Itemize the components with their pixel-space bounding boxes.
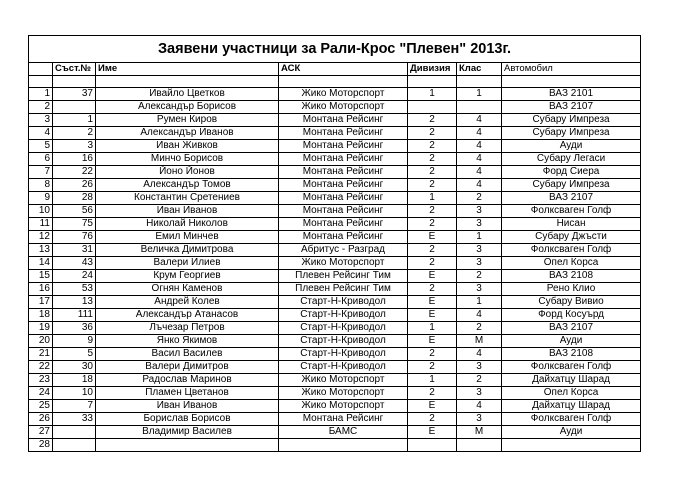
club-cell[interactable]: Старт-Н-Криводол [279,322,408,335]
start-number-cell[interactable]: 43 [53,257,96,270]
class-cell[interactable]: 3 [457,218,502,231]
blank-cell[interactable] [29,76,53,88]
table-row [29,400,641,413]
car-cell[interactable]: ВАЗ 2107 [502,322,641,335]
car-cell[interactable]: Опел Корса [502,257,641,270]
class-cell[interactable]: 3 [457,361,502,374]
car-cell[interactable]: Опел Корса [502,387,641,400]
name-cell[interactable]: Иван Иванов [96,205,279,218]
class-cell[interactable]: 1 [457,296,502,309]
start-number-cell[interactable]: 16 [53,153,96,166]
car-cell[interactable]: Субару Импреза [502,127,641,140]
row-number[interactable]: 5 [29,140,53,153]
division-cell[interactable]: E [408,426,457,439]
row-number[interactable]: 18 [29,309,53,322]
start-number-cell[interactable]: 5 [53,348,96,361]
car-cell[interactable]: ВАЗ 2107 [502,101,641,114]
club-cell[interactable]: Монтана Рейсинг [279,179,408,192]
header-class[interactable]: Клас [457,63,502,76]
row-number[interactable]: 21 [29,348,53,361]
club-cell[interactable]: Монтана Рейсинг [279,166,408,179]
division-cell[interactable]: 2 [408,205,457,218]
class-cell[interactable]: 3 [457,205,502,218]
blank-cell[interactable] [53,76,96,88]
header-car[interactable]: Автомобил [502,63,641,76]
club-cell[interactable]: Монтана Рейсинг [279,153,408,166]
class-cell[interactable]: 2 [457,322,502,335]
row-number[interactable]: 1 [29,88,53,101]
row-number[interactable]: 8 [29,179,53,192]
class-cell[interactable]: M [457,426,502,439]
club-cell[interactable]: Старт-Н-Криводол [279,348,408,361]
car-cell[interactable]: Фолксваген Голф [502,361,641,374]
table-row [29,153,641,166]
name-cell[interactable]: Николай Николов [96,218,279,231]
class-cell[interactable]: 4 [457,348,502,361]
division-cell[interactable]: 2 [408,361,457,374]
name-cell[interactable]: Минчо Борисов [96,153,279,166]
row-number[interactable]: 27 [29,426,53,439]
table-row [29,218,641,231]
name-cell[interactable]: Александър Томов [96,179,279,192]
class-cell[interactable]: 3 [457,387,502,400]
club-cell[interactable]: Старт-Н-Криводол [279,335,408,348]
blank-cell[interactable] [279,76,408,88]
table-row [29,348,641,361]
page-title[interactable]: Заявени участници за Рали-Крос "Плевен" 2013г. [29,36,641,63]
club-cell[interactable]: Монтана Рейсинг [279,218,408,231]
table-row [29,205,641,218]
table-row [29,127,641,140]
car-cell[interactable]: Фолксваген Голф [502,244,641,257]
start-number-cell[interactable] [53,439,96,452]
division-cell[interactable]: 2 [408,413,457,426]
table-row [29,387,641,400]
start-number-cell[interactable]: 53 [53,283,96,296]
table-row [29,179,641,192]
car-cell[interactable] [502,439,641,452]
club-cell[interactable] [279,439,408,452]
club-cell[interactable]: Плевен Рейсинг Тим [279,270,408,283]
class-cell[interactable]: 3 [457,257,502,270]
row-number[interactable]: 20 [29,335,53,348]
car-cell[interactable]: Субару Импреза [502,179,641,192]
row-number[interactable]: 17 [29,296,53,309]
row-number[interactable]: 28 [29,439,53,452]
table-row [29,296,641,309]
start-number-cell[interactable]: 1 [53,114,96,127]
division-cell[interactable]: 2 [408,127,457,140]
car-cell[interactable]: ВАЗ 2108 [502,270,641,283]
name-cell[interactable]: Андрей Колев [96,296,279,309]
name-cell[interactable] [96,439,279,452]
club-cell[interactable]: Жико Моторспорт [279,101,408,114]
class-cell[interactable]: 4 [457,153,502,166]
car-cell[interactable]: Фолксваген Голф [502,413,641,426]
name-cell[interactable]: Константин Сретениев [96,192,279,205]
name-cell[interactable]: Янко Якимов [96,335,279,348]
table-row [29,270,641,283]
class-cell[interactable]: M [457,335,502,348]
blank-cell[interactable] [408,76,457,88]
division-cell[interactable] [408,439,457,452]
car-cell[interactable]: Ауди [502,140,641,153]
class-cell[interactable]: 1 [457,231,502,244]
table-row [29,244,641,257]
start-number-cell[interactable]: 76 [53,231,96,244]
row-number[interactable]: 23 [29,374,53,387]
car-cell[interactable]: Дайхатцу Шарад [502,400,641,413]
header-name[interactable]: Име [96,63,279,76]
class-cell[interactable]: 3 [457,283,502,296]
table-row [29,309,641,322]
division-cell[interactable]: 1 [408,322,457,335]
division-cell[interactable]: 2 [408,218,457,231]
division-cell[interactable]: 2 [408,140,457,153]
table-row [29,413,641,426]
name-cell[interactable]: Емил Минчев [96,231,279,244]
class-cell[interactable] [457,439,502,452]
class-cell[interactable] [457,101,502,114]
club-cell[interactable]: Монтана Рейсинг [279,231,408,244]
club-cell[interactable]: Жико Моторспорт [279,400,408,413]
club-cell[interactable]: Жико Моторспорт [279,387,408,400]
participants-table [28,35,641,452]
division-cell[interactable]: 1 [408,192,457,205]
name-cell[interactable]: Александър Борисов [96,101,279,114]
club-cell[interactable]: Монтана Рейсинг [279,205,408,218]
table-row [29,192,641,205]
row-number[interactable]: 22 [29,361,53,374]
row-number[interactable]: 14 [29,257,53,270]
row-number[interactable]: 12 [29,231,53,244]
club-cell[interactable]: Плевен Рейсинг Тим [279,283,408,296]
start-number-cell[interactable] [53,426,96,439]
division-cell[interactable]: E [408,309,457,322]
start-number-cell[interactable]: 10 [53,387,96,400]
start-number-cell[interactable]: 31 [53,244,96,257]
name-cell[interactable]: Пламен Цветанов [96,387,279,400]
club-cell[interactable]: Монтана Рейсинг [279,127,408,140]
class-cell[interactable]: 4 [457,309,502,322]
car-cell[interactable]: Дайхатцу Шарад [502,374,641,387]
car-cell[interactable]: Нисан [502,218,641,231]
class-cell[interactable]: 2 [457,192,502,205]
blank-row [29,76,641,88]
car-cell[interactable]: Субару Легаси [502,153,641,166]
row-number[interactable]: 4 [29,127,53,140]
row-number[interactable]: 9 [29,192,53,205]
club-cell[interactable]: Монтана Рейсинг [279,140,408,153]
name-cell[interactable]: Валери Димитров [96,361,279,374]
division-cell[interactable]: 2 [408,257,457,270]
club-cell[interactable]: Монтана Рейсинг [279,114,408,127]
start-number-cell[interactable]: 3 [53,140,96,153]
club-cell[interactable]: Старт-Н-Криводол [279,309,408,322]
row-number[interactable]: 10 [29,205,53,218]
row-number[interactable]: 25 [29,400,53,413]
name-cell[interactable]: Величка Димитрова [96,244,279,257]
name-cell[interactable]: Огнян Каменов [96,283,279,296]
start-number-cell[interactable]: 37 [53,88,96,101]
class-cell[interactable]: 4 [457,127,502,140]
spreadsheet [28,35,640,452]
header-row [29,63,641,76]
club-cell[interactable]: Жико Моторспорт [279,257,408,270]
start-number-cell[interactable]: 18 [53,374,96,387]
class-cell[interactable]: 4 [457,400,502,413]
table-row [29,88,641,101]
car-cell[interactable]: Субару Импреза [502,114,641,127]
row-number[interactable]: 24 [29,387,53,400]
class-cell[interactable]: 4 [457,166,502,179]
table-row [29,140,641,153]
table-row [29,283,641,296]
division-cell[interactable]: 2 [408,387,457,400]
start-number-cell[interactable]: 28 [53,192,96,205]
start-number-cell[interactable]: 111 [53,309,96,322]
division-cell[interactable]: E [408,296,457,309]
name-cell[interactable]: Борислав Борисов [96,413,279,426]
class-cell[interactable]: 1 [457,88,502,101]
division-cell[interactable]: E [408,400,457,413]
header-no[interactable] [29,63,53,76]
car-cell[interactable]: Форд Косуърд [502,309,641,322]
name-cell[interactable]: Лъчезар Петров [96,322,279,335]
class-cell[interactable]: 3 [457,413,502,426]
start-number-cell[interactable]: 24 [53,270,96,283]
club-cell[interactable]: Абритус - Разград [279,244,408,257]
start-number-cell[interactable]: 22 [53,166,96,179]
start-number-cell[interactable]: 56 [53,205,96,218]
table-row [29,322,641,335]
division-cell[interactable]: E [408,231,457,244]
row-number[interactable]: 13 [29,244,53,257]
name-cell[interactable]: Валери Илиев [96,257,279,270]
club-cell[interactable]: Монтана Рейсинг [279,192,408,205]
class-cell[interactable]: 4 [457,114,502,127]
table-row [29,101,641,114]
name-cell[interactable]: Васил Василев [96,348,279,361]
division-cell[interactable]: 2 [408,114,457,127]
row-number[interactable]: 6 [29,153,53,166]
start-number-cell[interactable]: 30 [53,361,96,374]
club-cell[interactable]: Жико Моторспорт [279,374,408,387]
blank-cell[interactable] [502,76,641,88]
header-division[interactable]: Дивизия [408,63,457,76]
car-cell[interactable]: Субару Вивио [502,296,641,309]
name-cell[interactable]: Иван Живков [96,140,279,153]
blank-cell[interactable] [457,76,502,88]
table-row [29,114,641,127]
name-cell[interactable]: Иван Иванов [96,400,279,413]
division-cell[interactable]: 2 [408,153,457,166]
name-cell[interactable]: Владимир Василев [96,426,279,439]
name-cell[interactable]: Радослав Маринов [96,374,279,387]
row-number[interactable]: 15 [29,270,53,283]
table-row [29,374,641,387]
table-row [29,426,641,439]
start-number-cell[interactable]: 9 [53,335,96,348]
division-cell[interactable]: 1 [408,88,457,101]
class-cell[interactable]: 3 [457,244,502,257]
table-row [29,335,641,348]
division-cell[interactable]: 2 [408,283,457,296]
division-cell[interactable]: 2 [408,166,457,179]
row-number[interactable]: 3 [29,114,53,127]
table-row [29,166,641,179]
table-row [29,361,641,374]
name-cell[interactable]: Йоно Йонов [96,166,279,179]
name-cell[interactable]: Александър Атанасов [96,309,279,322]
car-cell[interactable]: Субару Джъсти [502,231,641,244]
division-cell[interactable]: E [408,270,457,283]
car-cell[interactable]: Фолксваген Голф [502,205,641,218]
table-row [29,231,641,244]
row-number[interactable]: 16 [29,283,53,296]
table-row [29,257,641,270]
division-cell[interactable]: 2 [408,179,457,192]
club-cell[interactable]: Старт-Н-Криводол [279,296,408,309]
club-cell[interactable]: Жико Моторспорт [279,88,408,101]
class-cell[interactable]: 4 [457,179,502,192]
start-number-cell[interactable]: 13 [53,296,96,309]
division-cell[interactable]: 2 [408,348,457,361]
name-cell[interactable]: Румен Киров [96,114,279,127]
division-cell[interactable]: E [408,335,457,348]
club-cell[interactable]: Монтана Рейсинг [279,413,408,426]
blank-cell[interactable] [96,76,279,88]
header-club[interactable]: АСК [279,63,408,76]
title-row [29,36,641,63]
header-start-no[interactable]: Съст.№ [53,63,96,76]
car-cell[interactable]: Ауди [502,426,641,439]
division-cell[interactable] [408,101,457,114]
name-cell[interactable]: Ивайло Цветков [96,88,279,101]
row-number[interactable]: 19 [29,322,53,335]
car-cell[interactable]: Форд Сиера [502,166,641,179]
car-cell[interactable]: ВАЗ 2101 [502,88,641,101]
club-cell[interactable]: БАМС [279,426,408,439]
class-cell[interactable]: 4 [457,140,502,153]
name-cell[interactable]: Крум Георгиев [96,270,279,283]
car-cell[interactable]: ВАЗ 2107 [502,192,641,205]
start-number-cell[interactable]: 7 [53,400,96,413]
car-cell[interactable]: Ауди [502,335,641,348]
row-number[interactable]: 11 [29,218,53,231]
row-number[interactable]: 7 [29,166,53,179]
start-number-cell[interactable] [53,101,96,114]
class-cell[interactable]: 2 [457,374,502,387]
class-cell[interactable]: 2 [457,270,502,283]
club-cell[interactable]: Старт-Н-Криводол [279,361,408,374]
car-cell[interactable]: ВАЗ 2108 [502,348,641,361]
start-number-cell[interactable]: 26 [53,179,96,192]
name-cell[interactable]: Александър Иванов [96,127,279,140]
start-number-cell[interactable]: 36 [53,322,96,335]
division-cell[interactable]: 1 [408,374,457,387]
row-number[interactable]: 2 [29,101,53,114]
start-number-cell[interactable]: 75 [53,218,96,231]
table-row [29,439,641,452]
start-number-cell[interactable]: 33 [53,413,96,426]
car-cell[interactable]: Рено Клио [502,283,641,296]
row-number[interactable]: 26 [29,413,53,426]
start-number-cell[interactable]: 2 [53,127,96,140]
division-cell[interactable]: 2 [408,244,457,257]
